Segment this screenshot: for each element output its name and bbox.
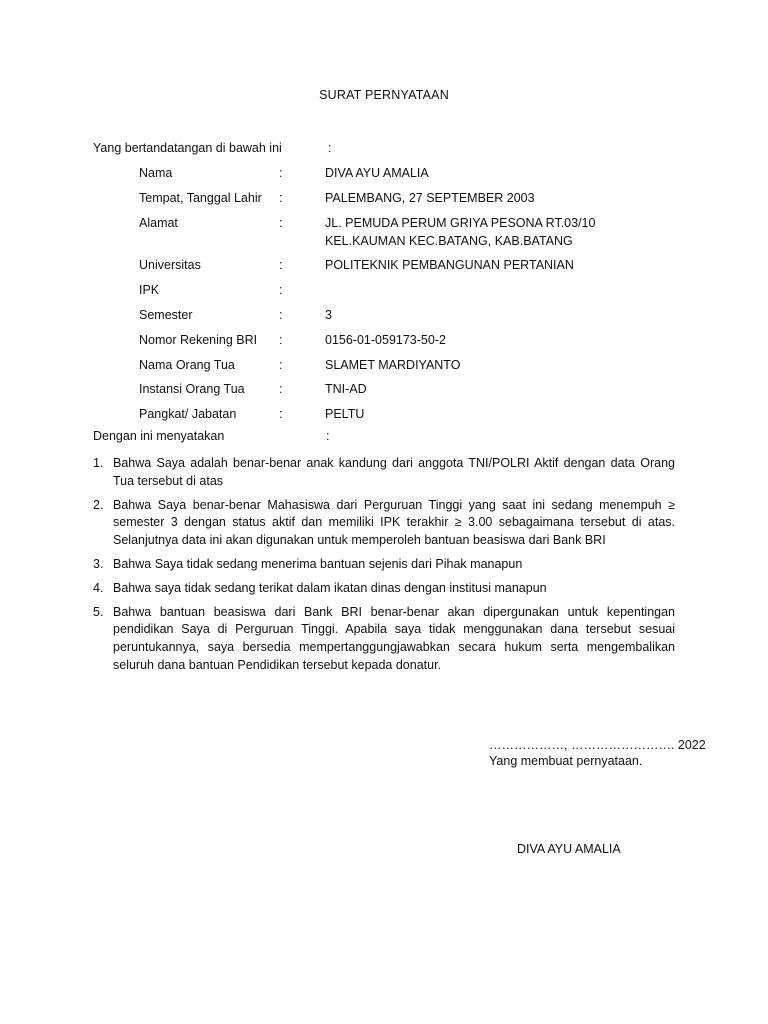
field-value: DIVA AYU AMALIA <box>325 166 429 180</box>
field-nomor-rekening <box>139 331 679 349</box>
statement-item <box>93 455 675 491</box>
intro-label: Yang bertandatangan di bawah ini <box>93 141 282 155</box>
field-colon: : <box>279 166 283 180</box>
signature-label: Yang membuat pernyataan. <box>489 754 643 768</box>
field-nama <box>139 164 679 182</box>
statement-list <box>93 455 675 681</box>
statement-item <box>93 497 675 550</box>
field-colon: : <box>279 332 283 347</box>
field-pangkat-jabatan <box>139 405 679 423</box>
statement-text: Bahwa saya tidak sedang terikat dalam ikatan dinas dengan institusi manapun <box>113 580 547 595</box>
signature-name: DIVA AYU AMALIA <box>517 842 621 856</box>
statement-text: Bahwa Saya benar-benar Mahasiswa dari Perguruan Tinggi yang saat ini sedang menempuh ≥ semester 3 dengan status aktif dan memiliki IPK terakhir ≥ 3.00 sebagaimana tersebut di atas. Selanjutnya data ini akan digunakan untuk memperoleh bantuan beasiswa dari Bank BRI <box>113 497 675 548</box>
field-label: IPK <box>139 283 160 298</box>
field-tempat-tanggal-lahir <box>139 189 679 207</box>
field-instansi-orang-tua <box>139 380 679 398</box>
intro-colon: : <box>328 141 332 155</box>
field-semester <box>139 306 679 324</box>
declaration-label: Dengan ini menyatakan <box>93 429 225 443</box>
statement-number: 3. <box>93 556 104 571</box>
statement-number: 2. <box>93 497 104 512</box>
field-value: JL. PEMUDA PERUM GRIYA PESONA RT.03/10 KEL.KAUMAN KEC.BATANG, KAB.BATANG <box>325 215 596 248</box>
field-label: Nomor Rekening BRI <box>139 332 258 347</box>
field-label: Universitas <box>139 258 201 273</box>
statement-item <box>93 580 675 598</box>
statement-text: Bahwa bantuan beasiswa dari Bank BRI benar-benar akan dipergunakan untuk kepentingan pendidikan Saya di Perguruan Tinggi. Apabila saya tidak menggunakan dana tersebut sesuai peruntukannya, saya bersedia mempertanggungjawabkan secara hukum serta mengembalikan seluruh dana bantuan Pendidikan tersebut kepada donatur. <box>113 604 675 672</box>
signature-place-date: ………………, ……………………. 2022 <box>489 738 706 752</box>
field-value: PELTU <box>325 407 365 422</box>
field-value: TNI-AD <box>325 382 367 397</box>
statement-item <box>93 604 675 675</box>
field-value: 0156-01-059173-50-2 <box>325 332 446 347</box>
identity-fields <box>139 164 679 430</box>
field-colon: : <box>279 190 283 205</box>
field-alamat <box>139 214 679 250</box>
field-colon: : <box>279 357 283 372</box>
field-label: Tempat, Tanggal Lahir <box>139 190 262 205</box>
field-value: POLITEKNIK PEMBANGUNAN PERTANIAN <box>325 258 574 273</box>
document-title: SURAT PERNYATAAN <box>319 88 449 102</box>
field-value: PALEMBANG, 27 SEPTEMBER 2003 <box>325 190 535 205</box>
statement-item <box>93 556 675 574</box>
statement-text: Bahwa Saya tidak sedang menerima bantuan sejenis dari Pihak manapun <box>113 556 523 571</box>
field-value: SLAMET MARDIYANTO <box>325 357 461 372</box>
intro-line <box>93 141 693 155</box>
field-colon: : <box>279 215 283 230</box>
statement-number: 4. <box>93 580 104 595</box>
field-nama-orang-tua <box>139 356 679 374</box>
field-label: Nama Orang Tua <box>139 357 235 372</box>
field-label: Pangkat/ Jabatan <box>139 407 237 422</box>
field-ipk <box>139 281 679 299</box>
field-colon: : <box>279 407 283 422</box>
statement-number: 5. <box>93 604 104 619</box>
field-colon: : <box>279 307 283 322</box>
declaration-colon: : <box>326 429 330 443</box>
field-value: 3 <box>325 307 332 322</box>
field-label: Instansi Orang Tua <box>139 382 245 397</box>
declaration-line <box>93 429 693 443</box>
field-colon: : <box>279 382 283 397</box>
field-label: Alamat <box>139 215 178 230</box>
statement-text: Bahwa Saya adalah benar-benar anak kandung dari anggota TNI/POLRI Aktif dengan data Orang Tua tersebut di atas <box>113 456 675 488</box>
field-universitas <box>139 256 679 274</box>
field-label: Nama <box>139 166 173 180</box>
statement-number: 1. <box>93 456 104 470</box>
field-label: Semester <box>139 307 193 322</box>
field-colon: : <box>279 258 283 273</box>
field-colon: : <box>279 283 283 298</box>
